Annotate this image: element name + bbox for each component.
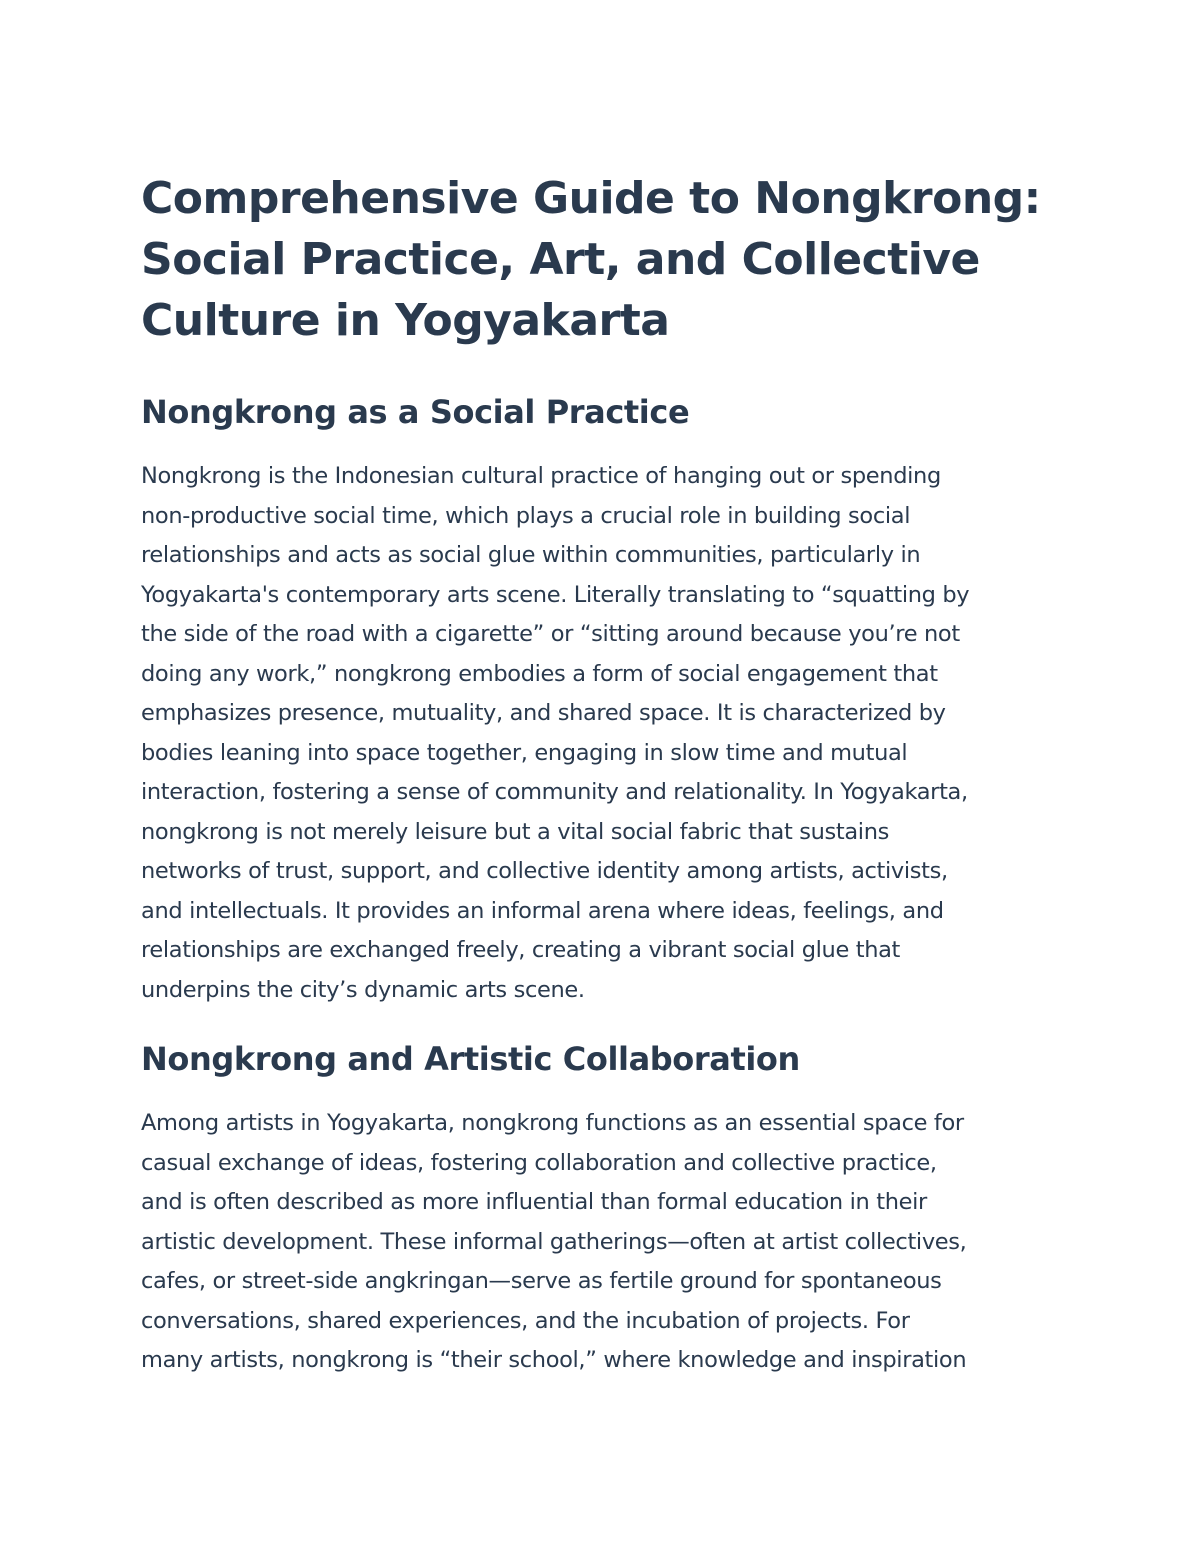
paragraph-line: nongkrong is not merely leisure but a vital social fabric that sustains [141,818,889,845]
paragraph-line: Nongkrong is the Indonesian cultural practice of hanging out or spending [141,463,941,489]
paragraph-line: relationships and acts as social glue within communities, particularly in [141,542,921,568]
paragraph-line: interaction, fostering a sense of community and relationality. In Yogyakarta, [141,779,968,805]
paragraph-line: non-productive social time, which plays a crucial role in building social [141,502,911,529]
paragraph-line: and is often described as more influential than formal education in their [141,1189,927,1215]
title-line: Culture in Yogyakarta [141,295,670,346]
paragraph-line: Among artists in Yogyakarta, nongkrong functions as an essential space for [141,1110,964,1136]
title-line: Social Practice, Art, and Collective [141,234,980,285]
paragraph-line: networks of trust, support, and collective identity among artists, activists, [141,858,948,884]
paragraph-line: the side of the road with a cigarette” or “sitting around because you’re not [141,621,960,647]
document-title [141,168,1066,351]
document-page [141,168,1066,1381]
paragraph-line: Yogyakarta's contemporary arts scene. Literally translating to “squatting by [141,581,970,608]
paragraph-line: relationships are exchanged freely, creating a vibrant social glue that [141,937,901,963]
paragraph-line: bodies leaning into space together, engaging in slow time and mutual [141,739,908,766]
section-heading-social-practice: Nongkrong as a Social Practice [141,393,690,431]
section-paragraph-social-practice [141,457,1066,1010]
paragraph-line: and intellectuals. It provides an informal arena where ideas, feelings, and [141,897,944,924]
section-heading-artistic-collaboration: Nongkrong and Artistic Collaboration [141,1040,800,1078]
section-paragraph-artistic-collaboration [141,1104,1066,1381]
paragraph-line: casual exchange of ideas, fostering collaboration and collective practice, [141,1149,937,1176]
paragraph-line: many artists, nongkrong is “their school,” where knowledge and inspiration [141,1347,967,1373]
paragraph-line: cafes, or street-side angkringan—serve as fertile ground for spontaneous [141,1268,942,1294]
paragraph-line: underpins the city’s dynamic arts scene. [141,976,585,1003]
paragraph-line: doing any work,” nongkrong embodies a form of social engagement that [141,660,938,687]
paragraph-line: conversations, shared experiences, and the incubation of projects. For [141,1307,910,1334]
paragraph-line: emphasizes presence, mutuality, and shared space. It is characterized by [141,700,946,726]
title-line: Comprehensive Guide to Nongkrong: [141,173,1041,224]
paragraph-line: artistic development. These informal gatherings—often at artist collectives, [141,1228,967,1255]
